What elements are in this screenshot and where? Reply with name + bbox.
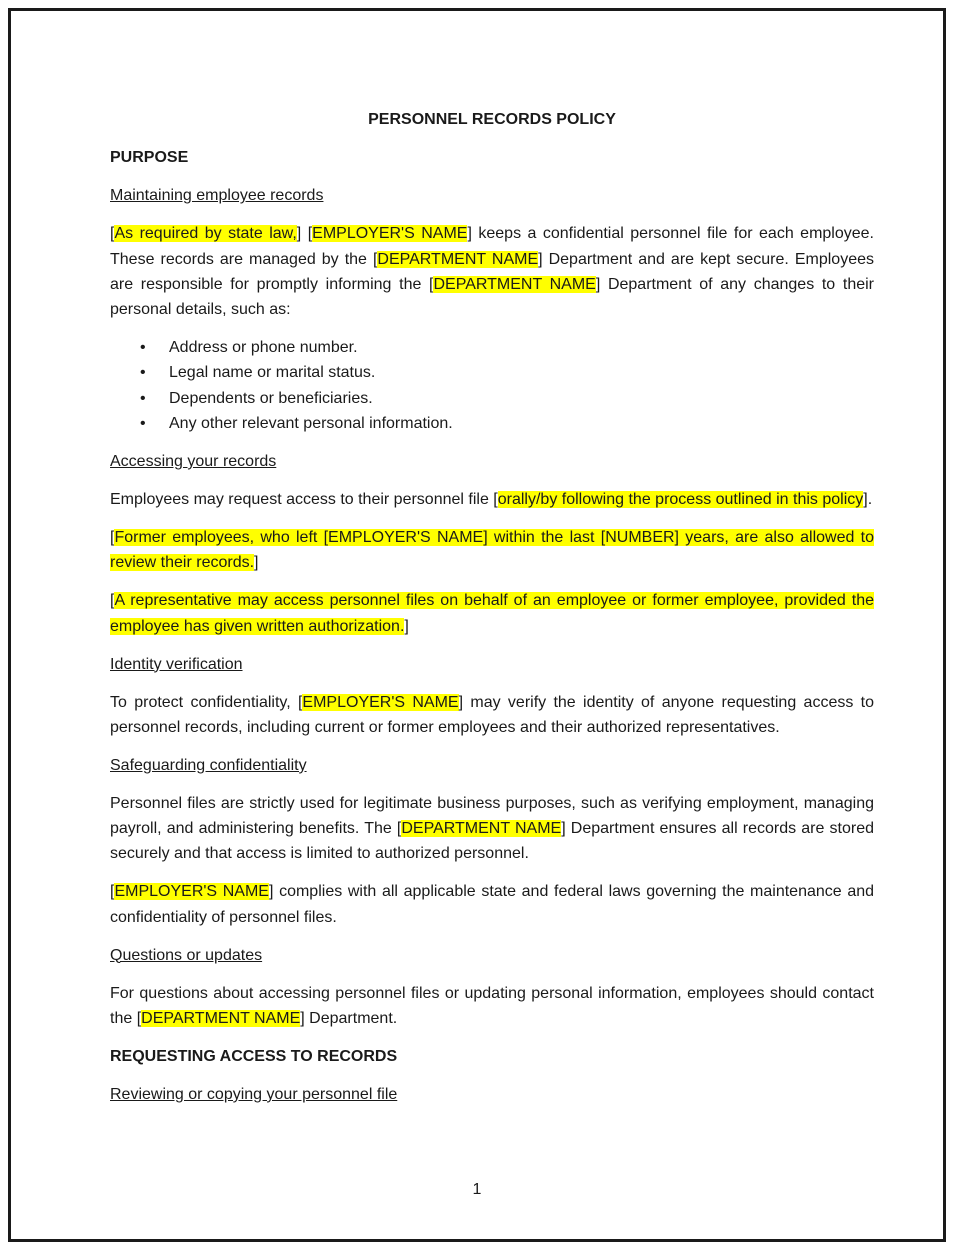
paragraph-compliance: [EMPLOYER'S NAME] complies with all applicable state and federal laws governing the maintenance and confidentiality of personnel files.: [110, 883, 875, 926]
list-item: • Legal name or marital status.: [110, 360, 874, 385]
subheading-maintaining-records: Maintaining employee records: [110, 187, 324, 205]
placeholder-highlight: As required by state law,: [114, 225, 297, 243]
list-item: • Any other relevant personal information.: [110, 411, 874, 436]
paragraph-safeguarding: Personnel files are strictly used for legitimate business purposes, such as verifying employment, managing payroll, and administering benefits. The [DEPARTMENT NAME] Department ensures all records are stored securely and that access is limited to authorized personnel.: [110, 794, 874, 863]
document-page: [8, 8, 946, 1242]
placeholder-highlight: DEPARTMENT NAME: [433, 275, 596, 293]
subheading-accessing-records: Accessing your records: [110, 453, 277, 471]
personal-details-list: [110, 335, 874, 436]
paragraph-identity-verification: To protect confidentiality, [EMPLOYER'S NAME] may verify the identity of anyone requesting access to personnel records, including current or former employees and their authorized representatives.: [110, 693, 875, 736]
paragraph-former-employees: [Former employees, who left [EMPLOYER'S NAME] within the last [NUMBER] years, are also allowed to review their records.]: [110, 528, 874, 572]
list-item: • Address or phone number.: [110, 335, 874, 360]
bullet-icon: •: [140, 415, 146, 433]
placeholder-highlight: DEPARTMENT NAME: [141, 1009, 301, 1027]
page-number: 1: [472, 1181, 482, 1198]
paragraph-access-request: Employees may request access to their personnel file [orally/by following the process outlined in this policy].: [110, 491, 873, 508]
subheading-questions: Questions or updates: [110, 946, 263, 964]
placeholder-highlight: A representative may access personnel files on behalf of an employee or former employee, provided the employee has given written authorization.: [110, 592, 874, 635]
section-heading-requesting-access: REQUESTING ACCESS TO RECORDS: [110, 1047, 398, 1065]
placeholder-highlight: Former employees, who left [EMPLOYER'S NAME] within the last [NUMBER] years, are also allowed to review their records.: [110, 528, 874, 572]
placeholder-highlight: DEPARTMENT NAME: [401, 820, 562, 838]
section-heading-purpose: PURPOSE: [110, 149, 189, 167]
document-body: [110, 107, 874, 1120]
subheading-safeguarding: Safeguarding confidentiality: [110, 756, 307, 774]
bullet-icon: •: [140, 389, 146, 407]
document-title: PERSONNEL RECORDS POLICY: [368, 111, 616, 128]
placeholder-highlight: orally/by following the process outlined in this policy: [497, 491, 864, 508]
placeholder-highlight: DEPARTMENT NAME: [377, 250, 539, 268]
bullet-icon: •: [140, 364, 146, 382]
bullet-icon: •: [140, 339, 146, 357]
subheading-reviewing-file: Reviewing or copying your personnel file: [110, 1085, 398, 1103]
subheading-identity-verification: Identity verification: [110, 655, 243, 673]
placeholder-highlight: EMPLOYER'S NAME: [312, 225, 468, 243]
paragraph-questions: For questions about accessing personnel files or updating personal information, employees should contact the [DEPARTMENT NAME] Department.: [110, 984, 874, 1027]
paragraph-representative-access: [A representative may access personnel files on behalf of an employee or former employee, provided the employee has given written authorization.]: [110, 592, 874, 635]
paragraph-maintaining-records: [As required by state law,] [EMPLOYER'S NAME] keeps a confidential personnel file for each employee. These records are managed by the [DEPARTMENT NAME] Department and are kept secure. Employees are responsible for promptly informing the [DEPARTMENT NAME] Department of any changes to their personal details, such as:: [110, 225, 874, 319]
placeholder-highlight: EMPLOYER'S NAME: [302, 693, 459, 711]
list-item: • Dependents or beneficiaries.: [110, 386, 874, 411]
placeholder-highlight: EMPLOYER'S NAME: [114, 883, 269, 901]
